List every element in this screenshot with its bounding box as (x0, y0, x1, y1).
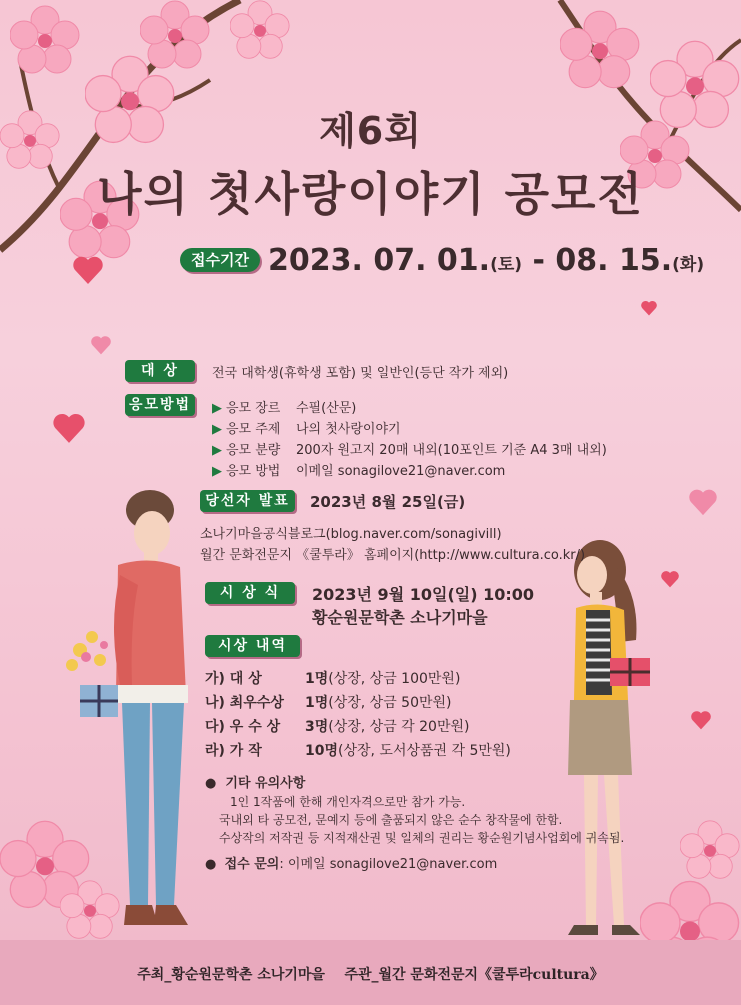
note-line: 수상작의 저작권 등 지적재산권 및 일체의 권리는 황순원기념사업회에 귀속됨. (219, 831, 625, 845)
ceremony-place: 황순원문학촌 소나기마을 (312, 608, 488, 627)
woman-illustration (540, 530, 670, 945)
period-end: 08. 15. (555, 243, 673, 278)
eligibility-text: 전국 대학생(휴학생 포함) 및 일반인(등단 작가 제외) (212, 366, 509, 381)
prize-row: 가) 대 상 1명(상장, 상금 100만원) (205, 671, 461, 687)
period-start-day: (토) (490, 255, 523, 275)
man-illustration (60, 485, 210, 945)
cherry-blossom-icon (680, 820, 740, 880)
cherry-blossom-icon (140, 0, 210, 70)
prize-row: 다) 우 수 상 3명(상장, 상금 각 20만원) (205, 719, 470, 735)
heart-icon (690, 710, 712, 730)
heart-icon (72, 255, 104, 285)
announcement-homepage: 월간 문화전문지 《쿨투라》 홈페이지(http://www.cultura.co.kr/) (200, 548, 586, 563)
arrow-right-icon: ▶ (212, 401, 222, 416)
period-separator: - (522, 243, 556, 278)
footer-organizer: 주관_월간 문화전문지《쿨투라cultura》 (344, 967, 604, 983)
cherry-blossom-icon (10, 5, 80, 75)
period-start: 2023. 07. 01. (268, 243, 491, 278)
bullet-icon: ● (205, 776, 226, 791)
note-line: 1인 1작품에 한해 개인자격으로만 참가 가능. (230, 795, 466, 809)
heart-icon (688, 488, 718, 516)
footer-host: 주최_황순원문학촌 소나기마을 (137, 967, 325, 983)
ceremony-datetime: 2023년 9월 10일(일) 10:00 (312, 585, 535, 604)
prizes-badge: 시상 내역 (205, 635, 300, 657)
announcement-blog: 소나기마을공식블로그(blog.naver.com/sonagivill) (200, 527, 502, 542)
period-badge: 접수기간 (180, 248, 260, 272)
heart-icon (640, 300, 658, 316)
cherry-blossom-icon (230, 0, 290, 60)
ceremony-badge: 시 상 식 (205, 582, 295, 604)
contest-edition-title: 제6회 (319, 109, 422, 153)
arrow-right-icon: ▶ (212, 464, 222, 479)
contest-main-title: 나의 첫사랑이야기 공모전 (97, 167, 644, 221)
bullet-icon: ● (205, 857, 225, 872)
method-item: ▶ 응모 방법 이메일 sonagilove21@naver.com (212, 464, 506, 479)
eligibility-badge: 대 상 (125, 360, 195, 382)
method-badge: 응모방법 (125, 394, 195, 416)
note-line: 국내외 타 공모전, 문예지 등에 출품되지 않은 순수 창작물에 한함. (219, 813, 563, 827)
prize-row: 나) 최우수상 1명(상장, 상금 50만원) (205, 695, 452, 711)
heart-icon (90, 335, 112, 355)
announcement-badge: 당선자 발표 (200, 490, 295, 512)
period-end-day: (화) (672, 255, 705, 275)
method-item: ▶ 응모 분량 200자 원고지 20매 내외(10포인트 기준 A4 3매 내외) (212, 443, 607, 458)
footer-credits (0, 964, 741, 984)
submission-period (268, 243, 704, 278)
arrow-right-icon: ▶ (212, 422, 222, 437)
heart-icon (52, 412, 86, 444)
contact-line: ● 접수 문의: 이메일 sonagilove21@naver.com (205, 857, 498, 872)
footer-bar (0, 940, 741, 1005)
notes-title: ● 기타 유의사항 (205, 776, 306, 791)
cherry-blossom-icon (560, 10, 640, 90)
method-item: ▶ 응모 주제 나의 첫사랑이야기 (212, 422, 401, 437)
method-item: ▶ 응모 장르 수필(산문) (212, 401, 357, 416)
announcement-date: 2023년 8월 25일(금) (310, 493, 466, 511)
arrow-right-icon: ▶ (212, 443, 222, 458)
prize-row: 라) 가 작 10명(상장, 도서상품권 각 5만원) (205, 743, 511, 759)
